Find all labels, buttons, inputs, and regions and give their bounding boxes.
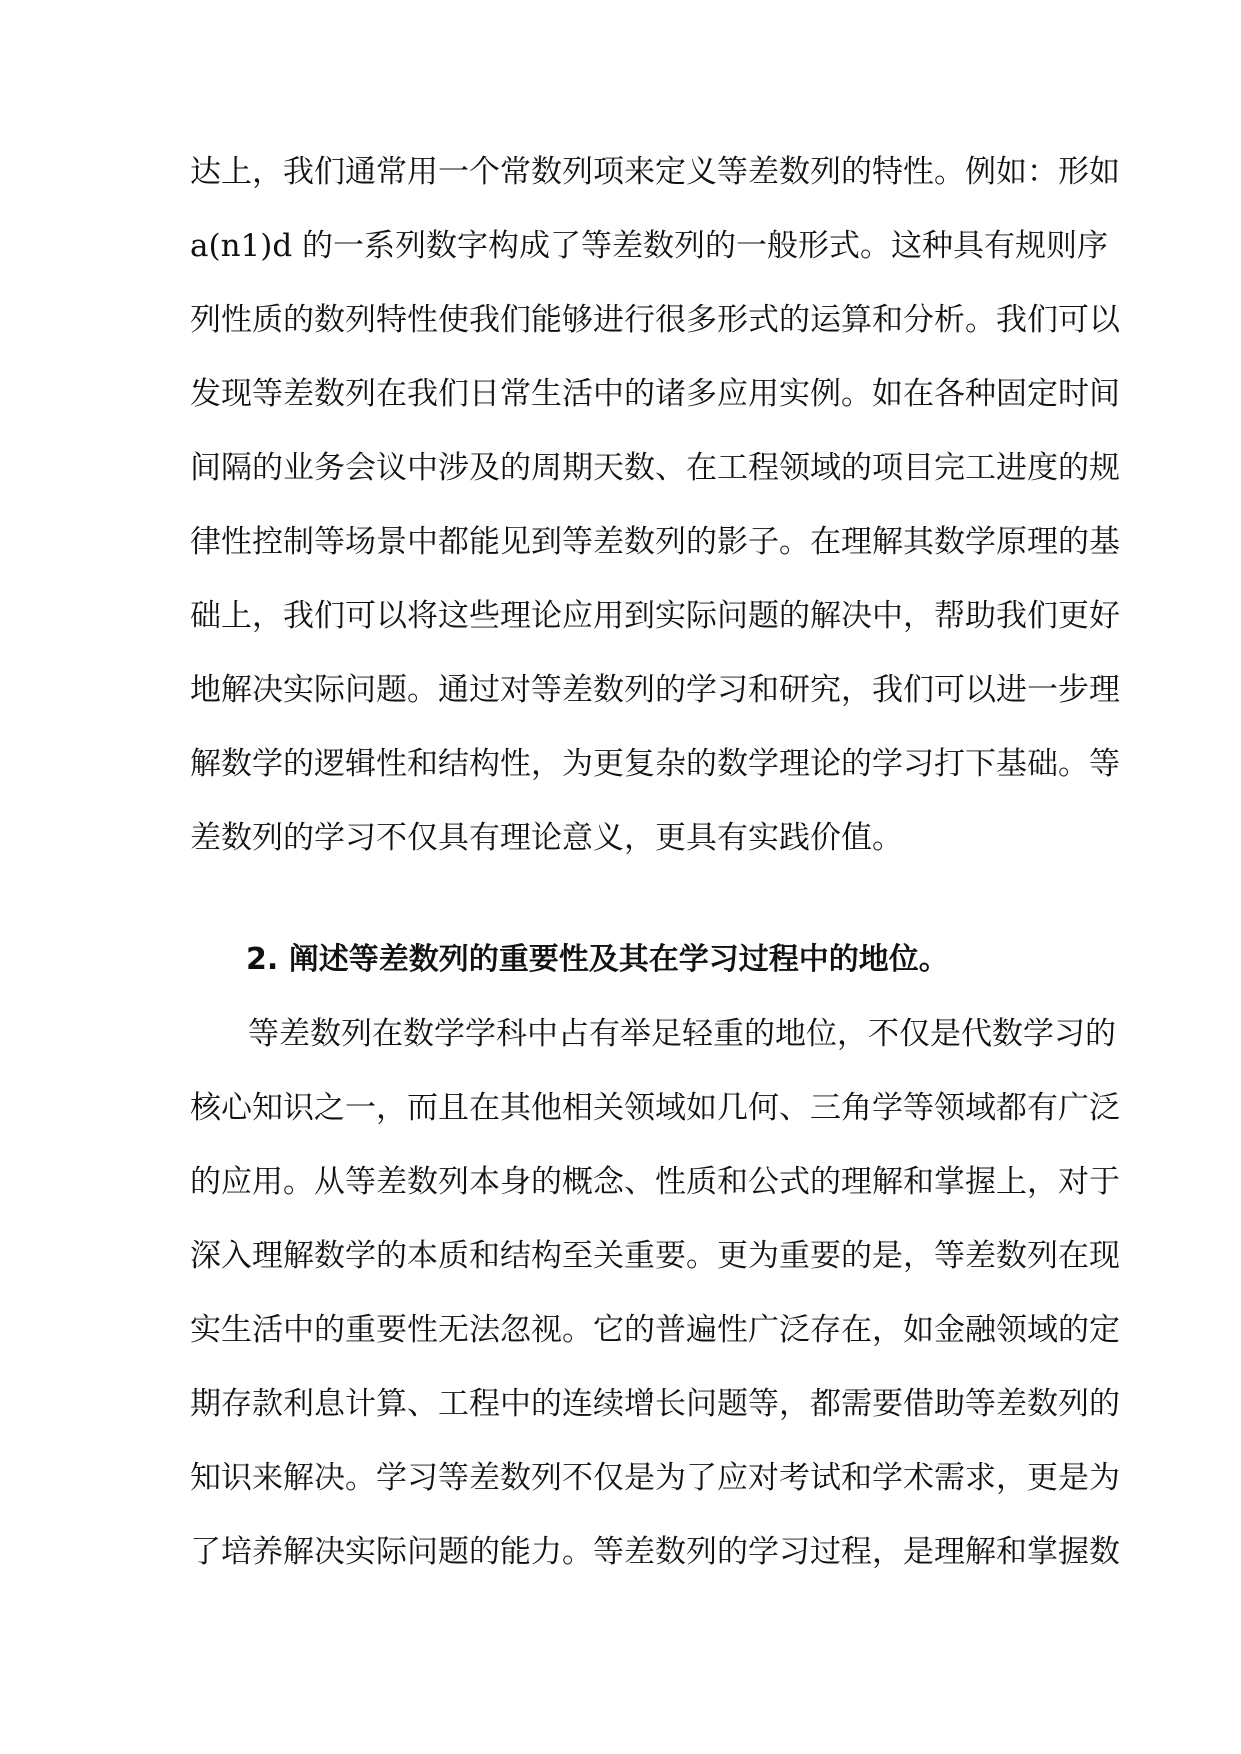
- paragraph-2-line: 知识来解决。学习等差数列不仅是为了应对考试和学术需求，更是为: [190, 1460, 1120, 1496]
- paragraph-1-line: a(n1)d 的一系列数字构成了等差数列的一般形式。这种具有规则序: [190, 228, 1109, 264]
- paragraph-1-line: 间隔的业务会议中涉及的周期天数、在工程领域的项目完工进度的规: [190, 450, 1120, 486]
- paragraph-1-line: 解数学的逻辑性和结构性，为更复杂的数学理论的学习打下基础。等: [190, 746, 1120, 782]
- paragraph-2-line: 实生活中的重要性无法忽视。它的普遍性广泛存在，如金融领域的定: [190, 1312, 1120, 1348]
- paragraph-1-line: 差数列的学习不仅具有理论意义，更具有实践价值。: [190, 820, 903, 856]
- paragraph-2-line: 的应用。从等差数列本身的概念、性质和公式的理解和掌握上，对于: [190, 1164, 1120, 1200]
- paragraph-1-line: 发现等差数列在我们日常生活中的诸多应用实例。如在各种固定时间: [190, 376, 1120, 412]
- paragraph-1-line: 列性质的数列特性使我们能够进行很多形式的运算和分析。我们可以: [190, 302, 1120, 338]
- section-2-heading: 2. 阐述等差数列的重要性及其在学习过程中的地位。: [246, 942, 949, 977]
- paragraph-1-line: 础上，我们可以将这些理论应用到实际问题的解决中，帮助我们更好: [190, 598, 1120, 634]
- paragraph-1-line: 律性控制等场景中都能见到等差数列的影子。在理解其数学原理的基: [190, 524, 1120, 560]
- paragraph-1-line: 达上，我们通常用一个常数列项来定义等差数列的特性。例如：形如: [190, 154, 1120, 190]
- paragraph-2-line: 了培养解决实际问题的能力。等差数列的学习过程，是理解和掌握数: [190, 1534, 1120, 1570]
- paragraph-2-line: 等差数列在数学学科中占有举足轻重的地位，不仅是代数学习的: [248, 1016, 1116, 1052]
- paragraph-2-line: 核心知识之一，而且在其他相关领域如几何、三角学等领域都有广泛: [190, 1090, 1120, 1126]
- paragraph-2-line: 深入理解数学的本质和结构至关重要。更为重要的是，等差数列在现: [190, 1238, 1120, 1274]
- paragraph-1-line: 地解决实际问题。通过对等差数列的学习和研究，我们可以进一步理: [190, 672, 1120, 708]
- paragraph-2-line: 期存款利息计算、工程中的连续增长问题等，都需要借助等差数列的: [190, 1386, 1120, 1422]
